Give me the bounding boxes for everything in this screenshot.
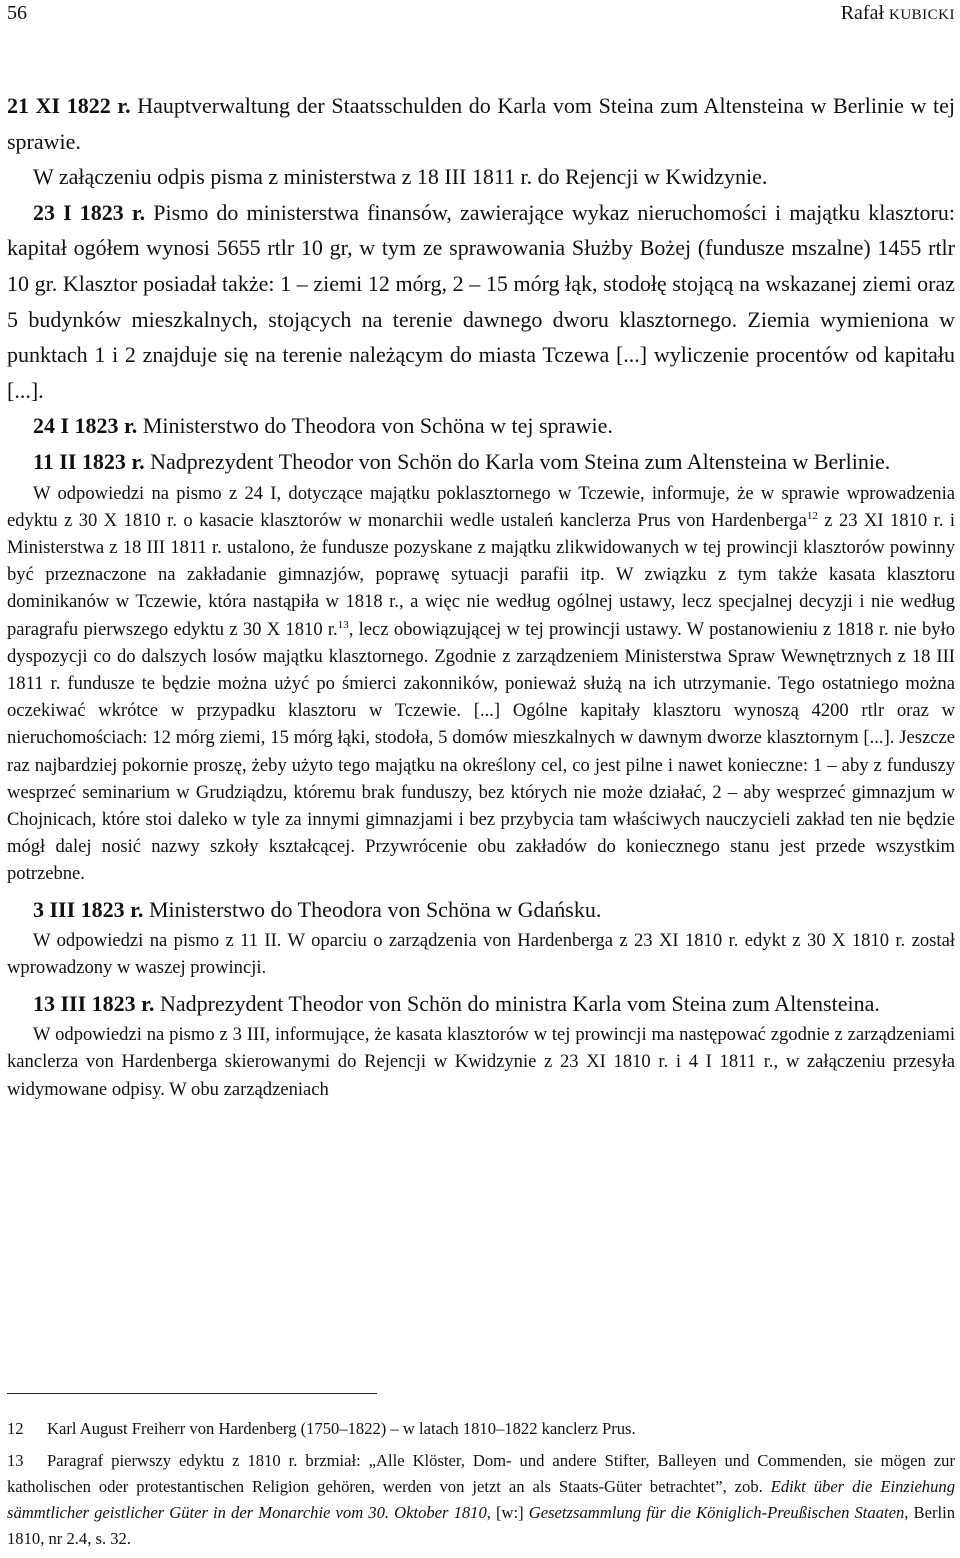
document-body [7,88,955,1103]
entry-heading [7,195,955,409]
footnote-text: Paragraf pierwszy edyktu z 1810 r. brzmiał: „Alle Klöster, Dom- und andere Stifter, Balleyen und Commenden, sie mögen zur katholischen oder protestantischen Religion gehören, werden von jetzt an als Staats-Güter betrachtet”, zob. [7,1451,955,1496]
entry-heading [7,892,955,928]
entry-body-text: , lecz obowiązującej w tej prowincji ustawy. W postanowieniu z 1818 r. nie było dyspozycji co do dalszych losów majątku klasztornego. Zgodnie z zarządzeniem Ministerstwa Spraw Wewnętrznych z 18 III 1811 r. fundusze te będzie można użyć po śmierci zakonników, ponieważ służą na ich utrzymanie. Tego ostatniego można oczekiwać wkrótce w przypadku klasztoru w Tczewie. [...] Ogólne kapitały klasztoru wynoszą 4200 rtlr oraz w nieruchomościach: 12 mórg ziemi, 15 mórg łąki, stodoła, 5 domów mieszkalnych w dawnym dworze klasztornym [...]. Jeszcze raz najbardziej pokornie proszę, żeby użyto tego majątku na określony cel, co jest pilne i nawet konieczne: 1 – aby z funduszy wesprzeć seminarium w Grudziądzu, któremu brak funduszy, bez których nie może działać, 2 – aby wesprzeć gimnazjum w Chojnicach, które stoi daleko w tyle za innymi gimnazjami i bez przybycia tam właściwych nauczycieli zakład ten nie będzie mógł dalej nosić nazwy szkoły kształcącej. Przywrócenie obu zakładów do koniecznego stanu jest przede wszystkim potrzebne. [7,618,955,885]
footnote-number: 13 [7,1451,24,1470]
footnote [7,1416,955,1442]
entry-title: Nadprezydent Theodor von Schön do Karla vom Steina zum Altensteina w Berlinie. [150,448,891,474]
footnote-text: , Berlin 1810, nr 2.4, s. 32. [7,1503,955,1548]
footnote-ref[interactable]: 12 [806,509,818,522]
author-first-name: Rafał [840,2,884,24]
page-number: 56 [7,2,27,24]
footnote-number: 12 [7,1419,24,1438]
footnote-text: , [w:] [486,1503,529,1522]
entry-continuation: W załączeniu odpis pisma z ministerstwa z 18 III 1811 r. do Rejencji w Kwidzynie. [33,164,768,190]
author-last-name: KUBICKI [889,7,955,23]
entry-title: Nadprezydent Theodor von Schön do ministra Karla vom Steina zum Altensteina. [159,990,880,1016]
footnotes [7,1416,955,1558]
entry-date: 3 III 1823 r. [33,896,144,922]
entry-heading [7,986,955,1022]
entry-title: Pismo do ministerstwa finansów, zawierające wykaz nieruchomości i majątku klasztoru: kapitał ogółem wynosi 5655 rtlr 10 gr, w tym ze sprawowania Służby Bożej (fundusze mszalne) 1455 rtlr 10 gr. Klasztor posiadał także: 1 – ziemi 12 mórg, 2 – 15 mórg łąk, stodołę stojącą na wskazanej ziemi oraz 5 budynków mieszkalnych, stojących na terenie dawnego dworu klasztornego. Ziemia wymieniona w punktach 1 i 2 znajduje się na terenie należącym do miasta Tczewa [...] wyliczenie procentów od kapitału [...]. [7,199,955,403]
footnote-citation-title: Edikt über die Einziehung sämmtlicher geistlicher Güter in der Monarchie vom 30. Oktober 1810 [7,1477,955,1522]
footnote-ref[interactable]: 13 [337,618,349,631]
entry-heading [7,88,955,159]
entry-date: 24 I 1823 r. [33,413,138,439]
entry-date: 13 III 1823 r. [33,990,155,1016]
footnote-citation-source: Gesetzsammlung für die Königlich-Preußischen Staaten [528,1503,905,1522]
footnote [7,1448,955,1552]
entry-date: 21 XI 1822 r. [7,93,131,118]
running-header-author [841,2,955,25]
entry-heading [7,408,955,444]
footnote-separator [7,1393,377,1394]
entry-date: 23 I 1823 r. [33,199,146,225]
entry-body-text: W odpowiedzi na pismo z 24 I, dotyczące majątku poklasztornego w Tczewie, informuje, że w sprawie wprowadzenia edyktu z 30 X 1810 r. o kasacie klasztorów w monarchii wedle ustaleń kanclerza Prus von Hardenberga [7,482,955,531]
entry-title: Ministerstwo do Theodora von Schöna w tej sprawie. [142,413,613,439]
entry-title: Hauptverwaltung der Staatsschulden do Karla vom Steina zum Altensteina w Berlinie w tej sprawie. [7,93,956,154]
entry-heading [7,444,955,480]
entry-date: 11 II 1823 r. [33,448,145,474]
entry-body: W odpowiedzi na pismo z 11 II. W oparciu o zarządzenia von Hardenberga z 23 XI 1810 r. edykt z 30 X 1810 r. został wprowadzony w waszej prowincji. [7,930,955,979]
entry-body: W odpowiedzi na pismo z 3 III, informujące, że kasata klasztorów w tej prowincji ma następować zgodnie z zarządzeniami kanclerza von Hardenberga skierowanymi do Rejencji w Kwidzynie z 23 XI 1810 r. i 4 I 1811 r., w załączeniu przesyła widymowane odpisy. W obu zarządzeniach [7,1024,955,1100]
entry-title: Ministerstwo do Theodora von Schöna w Gdańsku. [148,896,602,922]
entry-body-text: z 23 XI 1810 r. i Ministerstwa z 18 III 1811 r. ustalono, że fundusze pozyskane z majątku zlikwidowanych w tej prowincji klasztorów powinny być przeznaczone na zakładanie gimnazjów, poprawę sytuacji parafii itp. W związku z tym także kasata klasztoru dominikanów w Tczewie, która nastąpiła w 1818 r., a więc nie według ogólnej ustawy, lecz specjalnej decyzji i nie według paragrafu pierwszego edyktu z 30 X 1810 r. [7,509,955,640]
footnote-text: Karl August Freiherr von Hardenberg (1750–1822) – w latach 1810–1822 kanclerz Prus. [47,1419,636,1438]
entry-body [7,480,955,888]
